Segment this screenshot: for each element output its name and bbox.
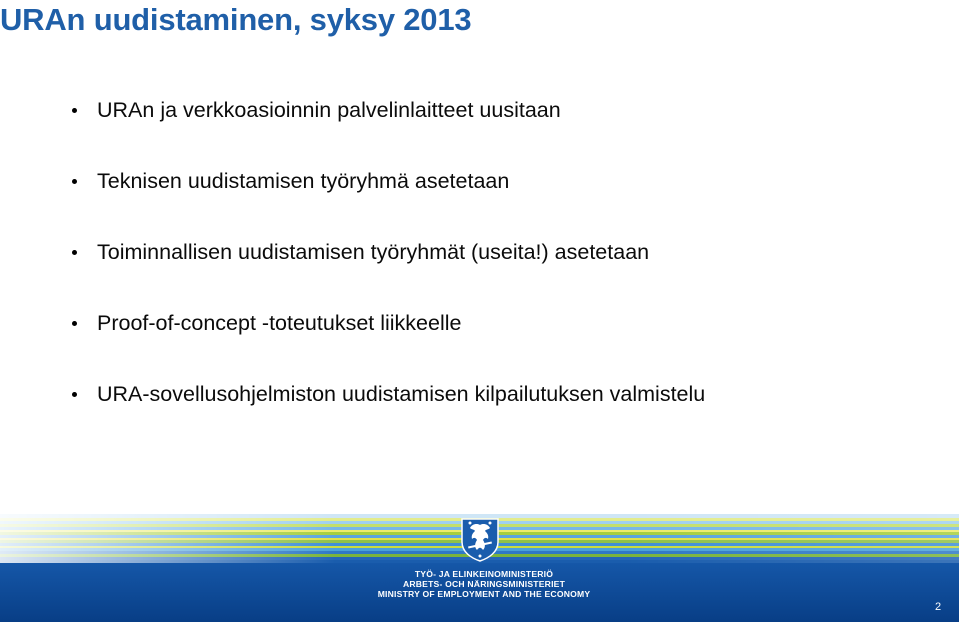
bullet-text: URA-sovellusohjelmiston uudistamisen kilpailutuksen valmistelu — [97, 382, 706, 406]
bullet-dot-icon — [72, 179, 77, 184]
bullet-dot-icon — [72, 108, 77, 113]
bullet-dot-icon — [72, 321, 77, 326]
footer-banner — [0, 510, 959, 622]
bullet-text: Teknisen uudistamisen työryhmä asetetaan — [97, 169, 510, 193]
bullet-text: URAn ja verkkoasioinnin palvelinlaitteet uusitaan — [97, 98, 561, 122]
ministry-name-fi: TYÖ- JA ELINKEINOMINISTERIÖ — [414, 569, 554, 579]
bullet-dot-icon — [72, 392, 77, 397]
slide-title: URAn uudistaminen, syksy 2013 — [0, 2, 472, 37]
page-number: 2 — [934, 601, 942, 613]
ministry-name-sv: ARBETS- OCH NÄRINGSMINISTERIET — [402, 579, 566, 589]
bullet-text: Proof-of-concept -toteutukset liikkeelle — [97, 311, 462, 335]
bullet-dot-icon — [72, 250, 77, 255]
bullet-text: Toiminnallisen uudistamisen työryhmät (useita!) asetetaan — [97, 240, 650, 264]
finnish-lion-coat-of-arms-icon — [458, 516, 502, 562]
ministry-name-en: MINISTRY OF EMPLOYMENT AND THE ECONOMY — [377, 589, 591, 599]
